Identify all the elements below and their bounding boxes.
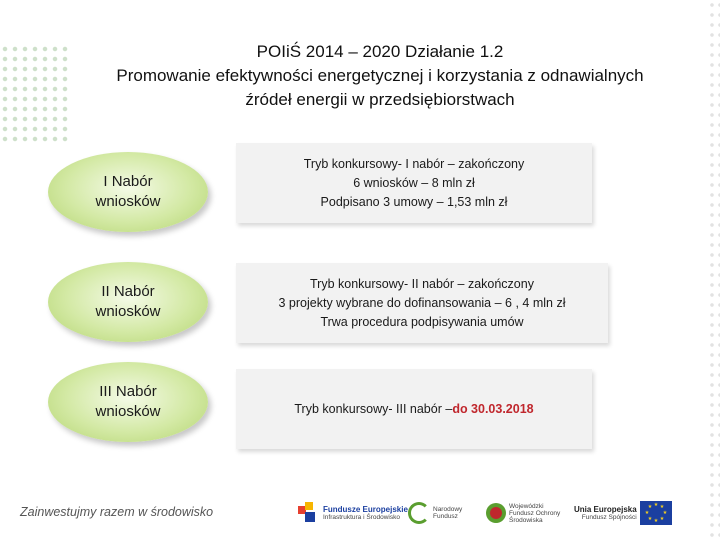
nabor-2-line-2: 3 projekty wybrane do dofinansowania – 6 , 4 mln zł	[278, 295, 566, 310]
nabor-3-line-1	[294, 400, 533, 419]
decorative-dots	[0, 44, 70, 144]
nabor-2-ellipse	[48, 262, 208, 342]
nabor-2-line-1: Tryb konkursowy- II nabór – zakończony	[310, 276, 534, 291]
wfos-logo-icon	[486, 503, 506, 523]
logo-fundusze-europejskie	[298, 494, 408, 532]
title-line-1: POIiŚ 2014 – 2020 Działanie 1.2	[256, 42, 504, 61]
nabor-2-label-a: II Nabór	[101, 283, 155, 300]
logo-unia-europejska	[574, 494, 672, 532]
logo4-title: Unia Europejska	[574, 505, 637, 514]
logo4-sub: Fundusz Spójności	[581, 514, 637, 521]
nabor-3-label-a: III Nabór	[99, 383, 157, 400]
nfos-logo-icon	[408, 502, 430, 524]
nabor-1-line-1: Tryb konkursowy- I nabór – zakończony	[303, 156, 525, 171]
nabor-2-label-b: wniosków	[95, 303, 161, 320]
nabor-3-deadline: do 30.03.2018	[452, 401, 534, 416]
nabor-3-label-b: wniosków	[95, 403, 161, 420]
logo1-title: Fundusze Europejskie	[323, 505, 408, 514]
nabor-1-line-2: 6 wniosków – 8 mln zł	[353, 175, 475, 190]
footer-logos	[298, 494, 688, 532]
nabor-2-details	[236, 263, 608, 343]
logo-wfos	[486, 494, 561, 532]
eu-flag-icon: ★ ★ ★ ★ ★ ★ ★ ★	[640, 501, 672, 525]
nabor-1-ellipse	[48, 152, 208, 232]
nabor-1-label-a: I Nabór	[103, 173, 153, 190]
title-line-2: Promowanie efektywności energetycznej i korzystania z odnawialnych	[116, 66, 644, 85]
nabor-3-details	[236, 369, 592, 449]
nabor-2-line-3: Trwa procedura podpisywania umów	[320, 314, 524, 329]
nabor-3-ellipse	[48, 362, 208, 442]
logo2-text: Narodowy Fundusz	[433, 506, 463, 520]
nabor-3-text: Tryb konkursowy- III nabór –	[294, 401, 453, 416]
title-line-3: źródeł energii w przedsiębiorstwach	[245, 90, 515, 109]
footer-slogan: Zainwestujmy razem w środowisko	[20, 505, 214, 519]
fe-logo-icon	[298, 502, 320, 524]
logo3-text: Wojewódzki Fundusz Ochrony Środowiska	[509, 502, 561, 524]
slide-title	[70, 40, 690, 112]
decorative-dots-right	[708, 0, 720, 540]
logo-narodowy-fundusz	[408, 494, 471, 532]
nabor-1-line-3: Podpisano 3 umowy – 1,53 mln zł	[320, 194, 508, 209]
nabor-1-details	[236, 143, 592, 223]
logo1-sub: Infrastruktura i Środowisko	[323, 514, 400, 521]
nabor-1-label-b: wniosków	[95, 193, 161, 210]
